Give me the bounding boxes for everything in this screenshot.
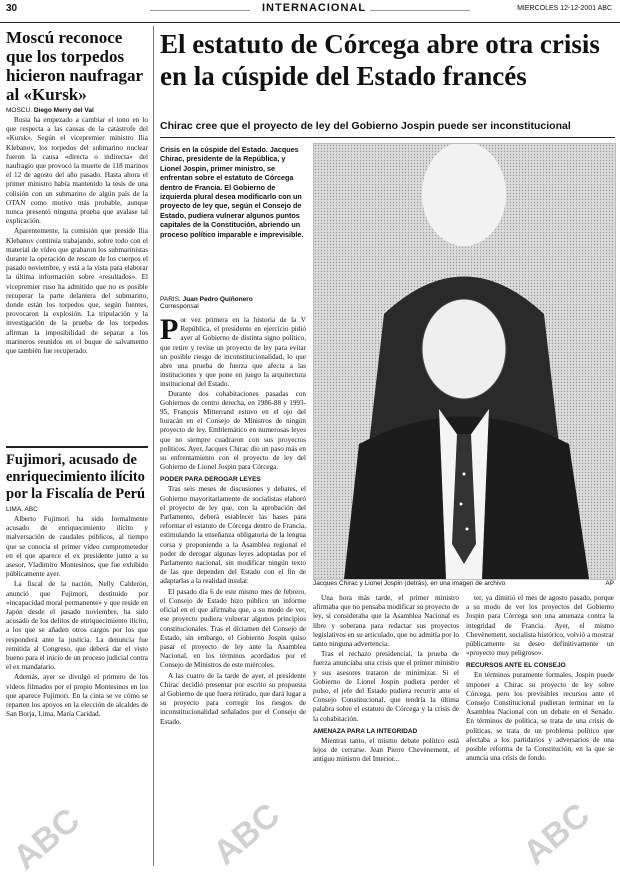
main-column-2 <box>313 594 459 765</box>
main-paragraph: Durante dos cohabitaciones pasadas con Gobiernos de centro derecha, en 1986-88 y 1993-95, François Mitterrand estuvo en el ojo del huracán en el Consejo de Ministros de ningún proyecto de ley. Emblemático en numerosas leyes que no siempre cuadraron con sus proyectos políticos. Ayer, Jacques Chirac dio un paso más en su enfrentamiento con el proyecto de ley del Gobierno de Lionel Jospin para Córcega. <box>160 389 306 472</box>
kursk-byline-author: Diego Merry del Val <box>33 107 94 114</box>
photo-chirac-jospin <box>313 143 616 580</box>
main-lead <box>160 313 306 390</box>
header-rule-right <box>370 10 470 11</box>
main-paragraph: Tras seis meses de discusiones y debates, el Gobierno mayoritariamente de socialistas elaboró el proyecto de ley que, con la aprobación del Parlamento, deberá establecer las bases para reformar el estatuto de Córcega dentro de Francia, estimulando la enseñanza obligatoria de la lengua corsa y proponiendo a la Asamblea regional el poder de derogar algunas leyes adoptadas por el Parlamento nacional, sin modificar ningún texto de las que dependen del Estado con el fin de adaptarlas a la realidad insular. <box>160 485 306 586</box>
main-byline-city: PARIS. <box>160 296 181 303</box>
photo-credit: AP <box>605 580 614 587</box>
main-paragraph: Una hora más tarde, el primer ministro afirmaba que no pensaba modificar su proyecto de ley, si consideraba que la Asamblea Nacional es libre y soberana para redactar sus proyectos legislativos en su articulado, que no admitía por lo tanto ninguna advertencia. <box>313 594 459 649</box>
main-headline: El estatuto de Córcega abre otra crisis en la cúspide del Estado francés <box>160 29 600 91</box>
abc-watermark: ABC <box>206 795 287 873</box>
main-paragraph: Tras el rechazo presidencial, la prueba de fuerza anunciaba una crisis que el primer ministro y sus asesores trataron de minimizar. Si el Gobierno de Lionel Jospin pudiera perder el pulso, el jefe del Estado pudiera recurrir ante el Consejo Constitucional, que tendría la última palabra sobre el estatuto de Córcega y la crisis de la cohabitación. <box>313 650 459 723</box>
left-divider <box>6 446 148 448</box>
main-column-1 <box>160 313 306 728</box>
section-heading-poder: PODER PARA DEROGAR LEYES <box>160 476 261 484</box>
main-byline-author: Juan Pedro Quiñonero <box>182 296 253 303</box>
main-paragraph: or vez primera en la historia de la V República, el presidente en ejercicio pidió ayer al Gobierno de distinta signo político, que retire y revise un proyecto de ley para evitar un posible riesgo de inconstitucionalidad, lo que abre una prueba de fuerza que afecta a las instituciones y que pone en juego la arquitectura institucional del Estado. <box>160 316 306 389</box>
fujimori-paragraph: Alberto Fujimori ha sido formalmente acusado de enriquecimiento ilícito y malversación de caudales públicos, al tiempo que se conocía el primer vídeo comprometedor en el que aparece el ex presidente junto a su asesor, Vladimiro Montesinos, que fue exhibido públicamente ayer. <box>6 515 148 579</box>
kursk-paragraph: Aparentemente, la comisión que preside Ilia Klebanov continúa trabajando, sobre todo con el material de vídeo que grabaron los submarinistas durante la operación de rescate de los cuerpos el pasado noviembre, y está a la vista para elaborar la última información sobre «resultados». El vicepremier ruso ha admitido que no es posible recuperar la parte delantera del submarino, donde están los torpedos que, según fuentes, provocaron la explosión. La tripulación y la investigación de la prueba de los torpedos afirman la imposibilidad de separar a los marineros reunidos en el buque de salvamento que también fue recuperado. <box>6 227 148 356</box>
main-column-3 <box>466 594 614 764</box>
kursk-body <box>6 116 148 356</box>
photo-illustration <box>314 144 615 579</box>
section-heading-amenaza: AMENAZA PARA LA INTEGRIDAD <box>313 727 418 735</box>
page-number: 30 <box>6 3 18 14</box>
kursk-headline: Moscú reconoce que los torpedos hicieron naufragar al «Kursk» <box>6 28 143 104</box>
main-paragraph: El pasado día 6 de este mismo mes de febrero, el Consejo de Estado hizo público un informe oficial en el que afirmaba que, a su modo de ver, ese proyecto pudiera vulnerar algunos principios constitucionales. Tras el dictamen del Consejo de Estado, sin embargo, el Gobierno Jospin quiso pasar el proyecto de ley ante la Asamblea Nacional, en los términos acordados por el Consejo de Ministros de este miércoles. <box>160 587 306 670</box>
kursk-article <box>6 28 148 357</box>
main-paragraph: ter, ya dimitió el mes de agosto pasado, porque a su modo de ver los proyectos del Gobierno Jospin para Córcega son una amenaza contra la integridad de Francia. Ayer, el mismo Chevènement, socialista histórico, volvió a mostrar públicamente su deseo definitivamente un «proyecto muy peligroso». <box>466 594 614 658</box>
main-paragraph: A las cuatro de la tarde de ayer, el presidente Chirac decidió presentar por escrito su propuesta al Gobierno de que fuera retirado, que dará lugar a su proyecto para corregir los riesgos de inconstitucionalidad señalados por el Consejo de Estado. <box>160 671 306 726</box>
issue-date: MIERCOLES 12-12-2001 ABC <box>517 5 612 12</box>
photo-caption: Jacques Chirac y Lionel Jospin (detrás), en una imagen de archivo <box>313 580 506 587</box>
photo-caption-row <box>313 580 614 587</box>
main-paragraph: Mientras tanto, el mismo debate político está lejos de cerrarse. Jean Pierre Chevènement, el antiguo ministro del Interior... <box>313 736 459 764</box>
kursk-byline-city: MOSCU. <box>6 107 32 114</box>
page-header <box>0 0 620 23</box>
drop-cap: P <box>160 313 179 346</box>
header-rule-left <box>150 10 250 11</box>
fujimori-body <box>6 515 148 719</box>
fujimori-paragraph: Además, ayer se divulgó el primero de los vídeos filmados por el propio Montesinos en los que aparece Fujimori. En la cinta se ve cómo se reparten los apoyos en la elección de alcaldes de San Borja, Lima, María Caridad. <box>6 673 148 719</box>
fujimori-article <box>6 452 148 720</box>
fujimori-byline: LIMA. ABC <box>6 506 38 513</box>
summary-box: Crisis en la cúspide del Estado. Jacques Chirac, presidente de la República, y Lionel Jospin, primer ministro, se enfrentan sobre el estatuto de Córcega dentro de Francia. El Gobierno de izquierda plural desea modificarlo con un proyecto de ley que, según el Consejo de Estado, pudiera vulnerar algunos puntos capitales de la Constitución, abriendo un proceso político imparable e imprevisible. <box>160 145 304 239</box>
abc-watermark: ABC <box>516 795 597 873</box>
main-byline-role: Corresponsal <box>160 303 199 310</box>
fujimori-headline: Fujimori, acusado de enriquecimiento ilícito por la Fiscalía de Perú <box>6 452 146 502</box>
kursk-byline <box>6 107 148 114</box>
abc-watermark: ABC <box>6 800 87 878</box>
kursk-paragraph: Rusia ha empezado a cambiar el tono en lo que respecta a las causas de la catástrofe del «Kursk». Según el vicepremier ministro Ilia Klebanov, los torpedos del submarino nuclear fueron la causa «directa o indirecta» del naufragio que provocó la muerte de 118 marinos el 12 de agosto del año pasado. Hasta ahora el primer ministro había mantenido la tesis de una colisión con un submarino de algún país de la OTAN como motivo más probable, aunque nunca presentó ninguna prueba que avalase tal explicación. <box>6 116 148 226</box>
section-heading-recursos: RECURSOS ANTE EL CONSEJO <box>466 662 566 670</box>
main-subhead: Chirac cree que el proyecto de ley del Gobierno Jospin puede ser inconstitucional <box>160 120 571 132</box>
column-divider <box>153 26 154 866</box>
subhead-rule <box>160 137 615 138</box>
main-byline <box>160 296 306 310</box>
fujimori-paragraph: La fiscal de la nación, Nelly Calderón, anunció que Fujimori, destituido por «incapacidad moral permanente» y que reside en Japón desde el pasado noviembre, ha sido acusado de los delitos de enriquecimiento ilícito, a los que se añaden otros cargos por los que responderá ante la justicia. La denuncia fue remitida al Congreso, que deberá dar el visto bueno para el inicio de un proceso judicial contra el ex mandatario. <box>6 580 148 672</box>
main-paragraph: En términos puramente formales, Jospin puede imponer a Chirac su proyecto de ley sobre Córcega, pero los previsibles recursos ante el Consejo Constitucional pudieran terminar en la Asamblea Nacional con un debate en el Senado. En términos de política, se trata de una crisis de políticas, se trata de un problema político que afectaba a los partidarios y adversarios de una posible reforma de la Constitución, en la que se anuncia una crisis de fondo. <box>466 671 614 763</box>
section-label: INTERNACIONAL <box>262 2 367 14</box>
